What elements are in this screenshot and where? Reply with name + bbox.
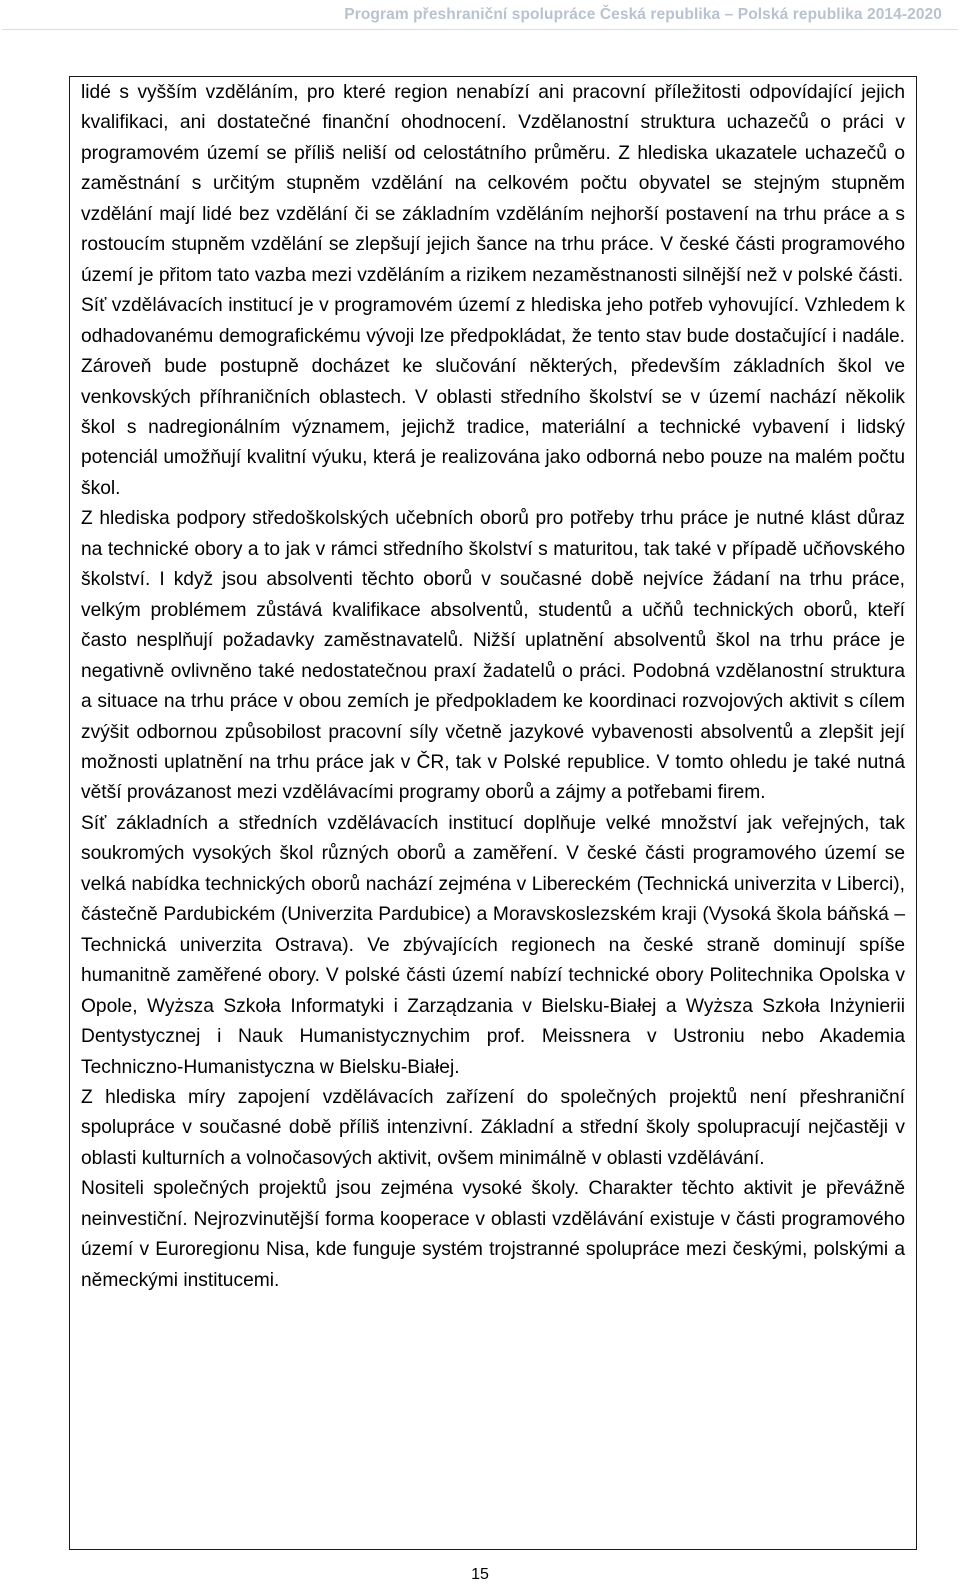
document-body — [81, 78, 905, 1296]
paragraph-universities: Síť základních a středních vzdělávacích institucí doplňuje velké množství jak veřejných, tak soukromých vysokých škol různých oborů a zaměření. V české části programového území se velká nabídka technických oborů nachází zejména v Libereckém (Technická univerzita v Liberci), částečně Pardubickém (Univerzita Pardubice) a Moravskoslezském kraji (Vysoká škola báňská – Technická univerzita Ostrava). Ve zbývajících regionech na české straně dominují spíše humanitně zaměřené obory. V polské části území nabízí technické obory Politechnika Opolska v Opole, Wyższa Szkoła Informatyki i Zarządzania v Bielsku-Białej a Wyższa Szkoła Inżynierii Dentystycznej i Nauk Humanistycznychim prof. Meissnera v Ustroniu nebo Akademia Techniczno-Humanistyczna w Bielsku-Białej. — [81, 812, 905, 1078]
paragraph-education-structure: lidé s vyšším vzděláním, pro které region nenabízí ani pracovní příležitosti odpovídající jejich kvalifikaci, ani dostatečné finanční ohodnocení. Vzdělanostní struktura uchazečů o práci v programovém území se příliš neliší od celostátního průměru. Z hlediska ukazatele uchazečů o zaměstnání s určitým stupněm vzdělání na celkovém počtu obyvatel se stejným stupněm vzdělání mají lidé bez vzdělání či se základním vzděláním nejhorší postavení na trhu práce a s rostoucím stupněm vzdělání se zlepšují jejich šance na trhu práce. V české části programového území je přitom tato vazba mezi vzděláním a rizikem nezaměstnanosti silnější než v polské části. — [81, 82, 905, 286]
header-divider — [2, 29, 958, 30]
document-header-title: Program přeshraniční spolupráce Česká republika – Polská republika 2014-2020 — [344, 6, 942, 23]
page-number: 15 — [471, 1566, 489, 1583]
paragraph-vocational-fields: Z hlediska podpory středoškolských učebních oborů pro potřeby trhu práce je nutné klást důraz na technické obory a to jak v rámci středního školství s maturitou, tak také v případě učňovského školství. I když jsou absolventi těchto oborů v současné době nejvíce žádaní na trhu práce, velkým problémem zůstává kvalifikace absolventů, studentů a učňů technických oborů, kteří často nesplňují požadavky zaměstnavatelů. Nižší uplatnění absolventů škol na trhu práce je negativně ovlivněno také nedostatečnou praxí žadatelů o práci. Podobná vzdělanostní struktura a situace na trhu práce v obou zemích je předpokladem ke koordinaci rozvojových aktivit s cílem zvýšit odbornou způsobilost pracovní síly včetně jazykové vybavenosti absolventů a zlepšit její možnosti uplatnění na trhu práce jak v ČR, tak v Polské republice. V tomto ohledu je také nutná větší provázanost mezi vzdělávacími programy oborů a zájmy a potřebami firem. — [81, 508, 905, 804]
paragraph-institution-network: Síť vzdělávacích institucí je v programovém území z hlediska jeho potřeb vyhovující. Vzhledem k odhadovanému demografickému vývoji lze předpokládat, že tento stav bude dostačující i nadále. Zároveň bude postupně docházet ke slučování některých, především základních škol ve venkovských příhraničních oblastech. V oblasti středního školství se v území nachází několik škol s nadregionálním významem, jejichž tradice, materiální a technické vybavení i lidský potenciál umožňují kvalitní výuku, která je realizována jako odborná nebo pouze na malém počtu škol. — [81, 295, 905, 499]
paragraph-project-holders: Nositeli společných projektů jsou zejména vysoké školy. Charakter těchto aktivit je převážně neinvestiční. Nejrozvinutější forma kooperace v oblasti vzdělávání existuje v části programového území v Euroregionu Nisa, kde funguje systém trojstranné spolupráce mezi českými, polskými a německými institucemi. — [81, 1178, 905, 1291]
paragraph-cross-border-projects: Z hlediska míry zapojení vzdělávacích zařízení do společných projektů není přeshraniční spolupráce v současné době příliš intenzivní. Základní a střední školy spolupracují nejčastěji v oblasti kulturních a volnočasových aktivit, ovšem minimálně v oblasti vzdělávání. — [81, 1086, 905, 1169]
